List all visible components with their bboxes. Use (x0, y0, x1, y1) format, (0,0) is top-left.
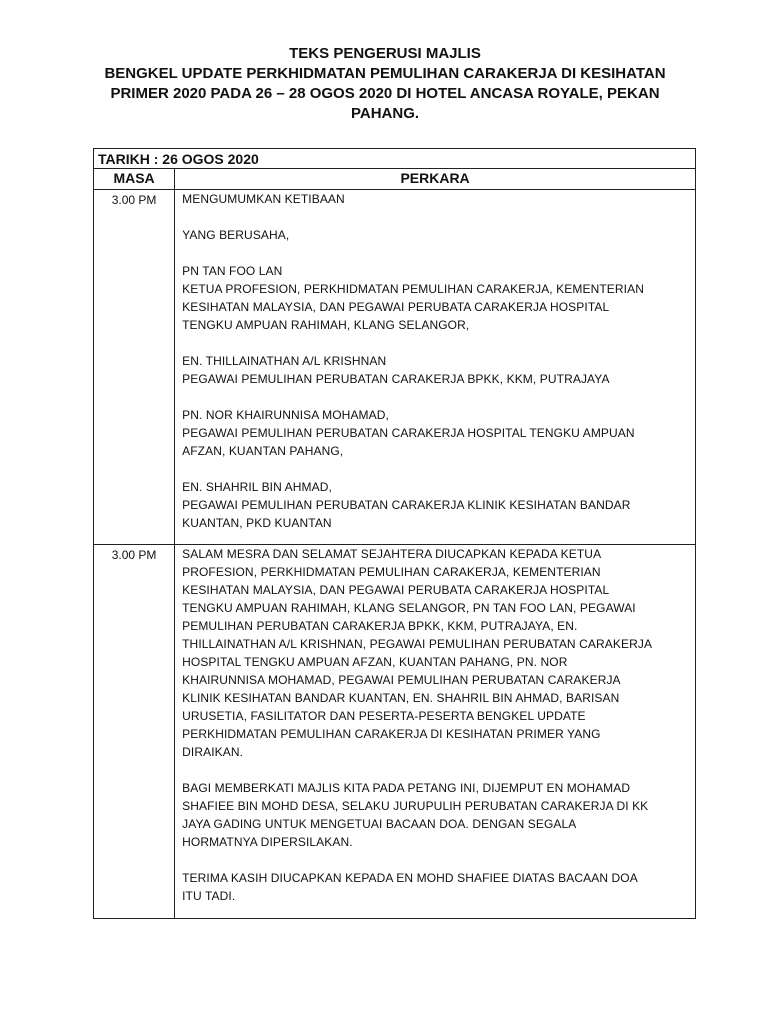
masa-cell: 3.00 PM (94, 545, 175, 919)
paragraph (182, 226, 689, 244)
text-line: AFZAN, KUANTAN PAHANG, (182, 444, 344, 458)
title-line: PRIMER 2020 PADA 26 – 28 OGOS 2020 DI HOTEL ANCASA ROYALE, PEKAN (110, 85, 660, 102)
text-line: PN TAN FOO LAN (182, 264, 283, 278)
text-line: THILLAINATHAN A/L KRISHNAN, PEGAWAI PEMULIHAN PERUBATAN CARAKERJA (182, 637, 653, 651)
date-row (94, 149, 696, 169)
text-line: PEMULIHAN PERUBATAN CARAKERJA BPKK, KKM, PUTRAJAYA, EN. (182, 619, 578, 633)
agenda-table (93, 148, 696, 919)
paragraph (182, 352, 689, 388)
title-line: TEKS PENGERUSI MAJLIS (289, 45, 481, 62)
paragraph (182, 190, 689, 208)
text-line: EN. THILLAINATHAN A/L KRISHNAN (182, 354, 387, 368)
text-line: PEGAWAI PEMULIHAN PERUBATAN CARAKERJA BPKK, KKM, PUTRAJAYA (182, 372, 610, 386)
text-line: HOSPITAL TENGKU AMPUAN AFZAN, KUANTAN PAHANG, PN. NOR (182, 655, 568, 669)
text-line: KLINIK KESIHATAN BANDAR KUANTAN, EN. SHAHRIL BIN AHMAD, BARISAN (182, 691, 620, 705)
text-line: KESIHATAN MALAYSIA, DAN PEGAWAI PERUBATA CARAKERJA HOSPITAL (182, 300, 610, 314)
title-line: BENGKEL UPDATE PERKHIDMATAN PEMULIHAN CARAKERJA DI KESIHATAN (104, 65, 666, 82)
document-title (90, 44, 680, 124)
perkara-header: PERKARA (175, 169, 696, 190)
text-line: KUANTAN, PKD KUANTAN (182, 516, 332, 530)
text-line: MENGUMUMKAN KETIBAAN (182, 192, 345, 206)
paragraph (182, 779, 689, 851)
paragraph (182, 262, 689, 334)
text-line: EN. SHAHRIL BIN AHMAD, (182, 480, 332, 494)
perkara-content (182, 190, 689, 532)
masa-header: MASA (94, 169, 175, 190)
paragraph (182, 478, 689, 532)
title-line: PAHANG. (350, 105, 420, 122)
text-line: BAGI MEMBERKATI MAJLIS KITA PADA PETANG INI, DIJEMPUT EN MOHAMAD (182, 781, 631, 795)
perkara-cell (175, 190, 696, 545)
paragraph (182, 545, 689, 761)
text-line: URUSETIA, FASILITATOR DAN PESERTA-PESERTA BENGKEL UPDATE (182, 709, 586, 723)
text-line: KHAIRUNNISA MOHAMAD, PEGAWAI PEMULIHAN PERUBATAN CARAKERJA (182, 673, 621, 687)
perkara-content (182, 545, 689, 905)
perkara-cell (175, 545, 696, 919)
text-line: YANG BERUSAHA, (182, 228, 290, 242)
text-line: DIRAIKAN. (182, 745, 244, 759)
paragraph (182, 869, 689, 905)
text-line: KETUA PROFESION, PERKHIDMATAN PEMULIHAN CARAKERJA, KEMENTERIAN (182, 282, 644, 296)
text-line: ITU TADI. (182, 889, 236, 903)
text-line: SALAM MESRA DAN SELAMAT SEJAHTERA DIUCAPKAN KEPADA KETUA (182, 547, 602, 561)
text-line: PERKHIDMATAN PEMULIHAN CARAKERJA DI KESIHATAN PRIMER YANG (182, 727, 601, 741)
text-line: KESIHATAN MALAYSIA, DAN PEGAWAI PERUBATA CARAKERJA HOSPITAL (182, 583, 610, 597)
paragraph (182, 406, 689, 460)
text-line: TENGKU AMPUAN RAHIMAH, KLANG SELANGOR, PN TAN FOO LAN, PEGAWAI (182, 601, 636, 615)
date-label: TARIKH : 26 OGOS 2020 (94, 149, 696, 169)
text-line: PROFESION, PERKHIDMATAN PEMULIHAN CARAKERJA, KEMENTERIAN (182, 565, 601, 579)
text-line: HORMATNYA DIPERSILAKAN. (182, 835, 353, 849)
text-line: TERIMA KASIH DIUCAPKAN KEPADA EN MOHD SHAFIEE DIATAS BACAAN DOA (182, 871, 638, 885)
text-line: PN. NOR KHAIRUNNISA MOHAMAD, (182, 408, 389, 422)
masa-cell: 3.00 PM (94, 190, 175, 545)
text-line: SHAFIEE BIN MOHD DESA, SELAKU JURUPULIH PERUBATAN CARAKERJA DI KK (182, 799, 649, 813)
table-row (94, 190, 696, 545)
text-line: PEGAWAI PEMULIHAN PERUBATAN CARAKERJA HOSPITAL TENGKU AMPUAN (182, 426, 635, 440)
table-row (94, 545, 696, 919)
table-header (94, 169, 696, 190)
text-line: JAYA GADING UNTUK MENGETUAI BACAAN DOA. DENGAN SEGALA (182, 817, 577, 831)
text-line: TENGKU AMPUAN RAHIMAH, KLANG SELANGOR, (182, 318, 470, 332)
text-line: PEGAWAI PEMULIHAN PERUBATAN CARAKERJA KLINIK KESIHATAN BANDAR (182, 498, 631, 512)
